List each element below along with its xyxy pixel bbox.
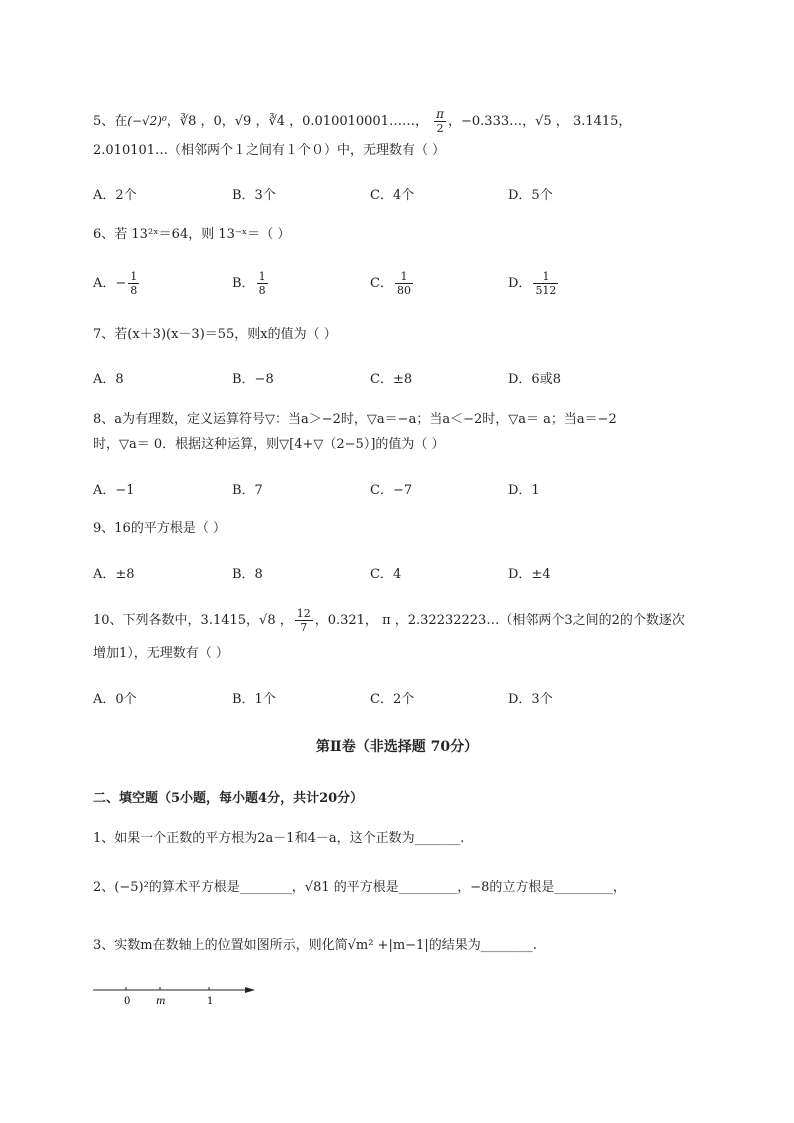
q8-option-d[interactable]: D．1 [508, 483, 540, 498]
q7-stem: 7、若(x＋3)(x－3)＝55，则x的值为（ ） [93, 327, 337, 342]
q10-line2: 增加1），无理数有（ ） [93, 646, 229, 661]
q5-items-tail: ，−0.333…，√5 ， 3.1415， [448, 114, 632, 129]
q8-option-c[interactable]: C．−7 [370, 483, 413, 498]
q5-option-b[interactable]: B．3个 [232, 188, 276, 203]
q6-option-a[interactable]: A．− $\frac{1}{8}$ [93, 270, 138, 297]
q7-option-d[interactable]: D．6或8 [508, 372, 561, 387]
number-line [93, 980, 263, 1010]
label-one: 1 [207, 996, 214, 1007]
q10-option-d[interactable]: D．3个 [508, 692, 553, 707]
label-zero: 0 [124, 996, 131, 1007]
q5-line2: 2.010101…（相邻两个１之间有１个０）中，无理数有（ ） [93, 143, 446, 158]
q5-option-d[interactable]: D．5个 [508, 188, 553, 203]
fill-question-2: 2、(−5)²的算术平方根是________，√81 的平方根是_________，−8的立方根是_________， [93, 880, 626, 895]
q10-option-c[interactable]: C．2个 [370, 692, 415, 707]
q9-option-d[interactable]: D．±4 [508, 567, 551, 582]
q7-options [93, 368, 733, 388]
q6-stem: 6、若 13²ˣ＝64，则 13⁻ˣ＝（ ） [93, 227, 291, 242]
section-heading: 二、填空题（5小题，每小题4分，共计20分） [93, 791, 364, 806]
number-line-arrow [245, 987, 255, 993]
q10-line1: 10、下列各数中，3.1415，√8 ， $\frac{12}{7}$ ，0.321， π ，2.32232223…（相邻两个3之间的2的个数逐次 [93, 607, 685, 634]
q8-options [93, 479, 733, 499]
q9-stem: 9、16的平方根是（ ） [93, 521, 226, 536]
q9-options [93, 563, 733, 583]
q10-option-b[interactable]: B．1个 [232, 692, 276, 707]
q10-option-a[interactable]: A．0个 [93, 692, 137, 707]
fill-question-3: 3、实数m在数轴上的位置如图所示，则化简√m² +|m−1|的结果为________. [93, 938, 537, 953]
q5-pi-fraction: $\frac{\pi}{2}$ [436, 107, 445, 135]
q10-options [93, 688, 733, 708]
q8-line1: 8、a为有理数，定义运算符号▽：当a＞−2时，▽a＝−a；当a＜−2时，▽a＝ a；当a＝−2 [93, 412, 617, 427]
q9-option-c[interactable]: C．4 [370, 567, 402, 582]
q9-option-b[interactable]: B．8 [232, 567, 263, 582]
section-title: 第Ⅱ卷（非选择题 70分） [315, 739, 479, 755]
q5-option-c[interactable]: C．4个 [370, 188, 415, 203]
q8-option-a[interactable]: A．−1 [93, 483, 135, 498]
q7-option-b[interactable]: B．−8 [232, 372, 274, 387]
q6-options [93, 270, 733, 304]
q5-line1 [93, 108, 631, 135]
q8-option-b[interactable]: B．7 [232, 483, 263, 498]
q5-items: ，∛8 ，0，√9 ，∛4 ，0.010010001……， [166, 114, 428, 129]
q6-option-c[interactable]: C． $\frac{1}{80}$ [370, 270, 411, 297]
q6-option-d[interactable]: D． $\frac{1}{512}$ [508, 270, 557, 297]
q7-option-c[interactable]: C．±8 [370, 372, 413, 387]
q5-label: 5、在 [93, 114, 128, 129]
q5-option-a[interactable]: A．2个 [93, 188, 137, 203]
q10-fraction: $\frac{12}{7}$ [296, 607, 311, 634]
q9-option-a[interactable]: A．±8 [93, 567, 135, 582]
fill-question-1: 1、如果一个正数的平方根为2a－1和4－a，这个正数为_______. [93, 831, 465, 846]
q5-expr: (−√2)⁰ [127, 114, 167, 128]
label-m: m [156, 996, 166, 1007]
q7-option-a[interactable]: A．8 [93, 372, 124, 387]
q5-options [93, 184, 733, 204]
q8-line2: 时，▽a＝ 0．根据这种运算，则▽[4+▽（2−5）]的值为（ ） [93, 437, 445, 452]
q6-option-b[interactable]: B． $\frac{1}{8}$ [232, 270, 266, 297]
